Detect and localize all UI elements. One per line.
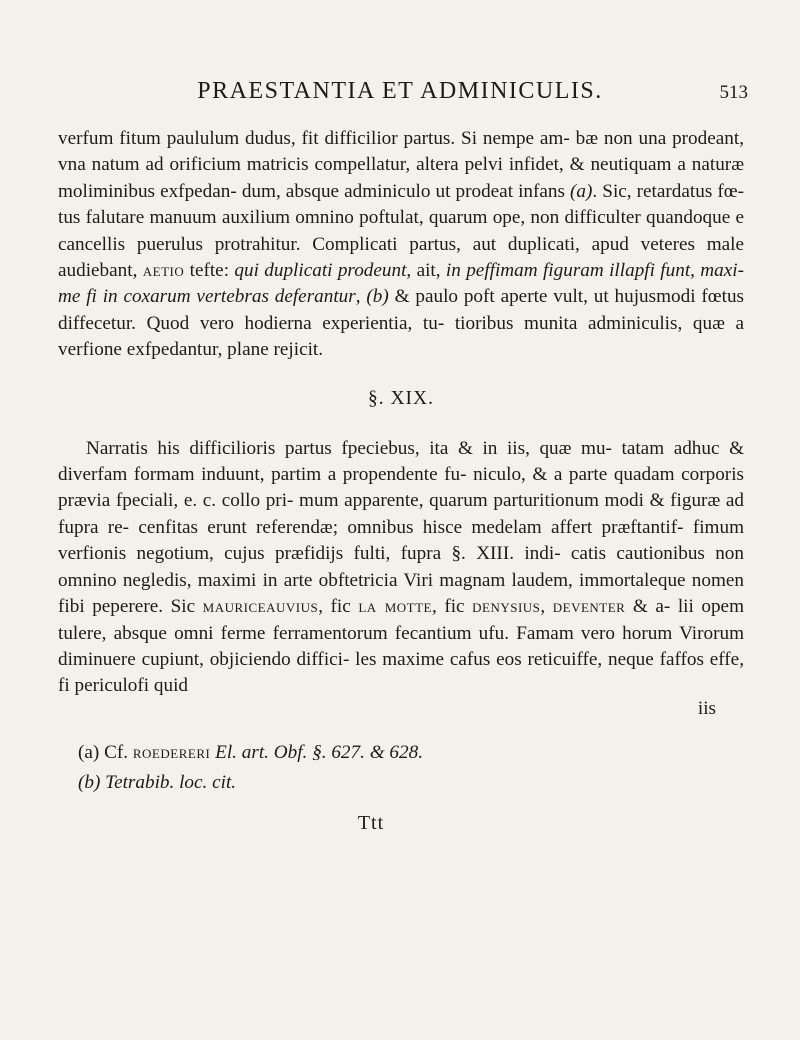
text-run: (b): [366, 286, 389, 308]
text-run: tefte:: [184, 260, 235, 282]
text-run: qui duplicati prodeunt: [234, 260, 407, 282]
text-run: deventer: [552, 596, 626, 618]
footnote-b: [78, 768, 744, 798]
text-run: ,: [355, 286, 367, 308]
text-run: ,: [540, 596, 553, 618]
paragraph-2: [58, 436, 744, 700]
page-header: [0, 78, 800, 118]
text-run: El. art. Obf. §. 627. & 628.: [210, 741, 423, 763]
text-run: in peffimam figuram illapfi funt, maxi- me fi in coxarum vertebras deferantur: [58, 260, 744, 308]
signature-mark: Ttt: [357, 811, 385, 834]
text-run: denysius: [472, 596, 541, 618]
section-heading: §. XIX.: [367, 387, 435, 409]
text-run: Narratis his difficilioris partus fpeciebus, ita & in iis, quæ mu- tatam adhuc & diverfam formam induunt, partim a propendente fu- niculo, & a parte quadam corporis prævia fpeciali, e. c. collo pri- mum apparente, quarum parturitionum modi & figuræ ad fupra re- cenfitas erunt referendæ; omnibus hisce medelam affert præftantif- fimum verfionis negotium, cujus præfidijs fulti, fupra §. XIII. indi- catis cautionibus non omnino negledis, maximi in arte obftetricia Viri magnam laudem, immortaleque nomen fibi peperere. Sic: [58, 437, 744, 618]
text-run: aetio: [142, 260, 185, 282]
text-run: roedereri: [132, 741, 211, 763]
running-title: PRAESTANTIA ET ADMINICULIS.: [197, 78, 603, 104]
text-run: , fic: [318, 596, 359, 618]
page-number: 513: [719, 82, 748, 103]
text-run: & a- lii opem tulere, absque omni ferme ferramentorum fecantium ufu. Famam vero horum Virorum diminuere cupiunt, objiciendo diffici- les maxime cafus eos reticuiffe, neque faffos effe, fi periculofi quid: [58, 596, 744, 697]
text-run: (a): [570, 180, 593, 202]
catchword: iis: [697, 697, 716, 719]
text-run: , fic: [431, 596, 473, 618]
text-run: verfum fitum paululum dudus, fit difficilior partus. Si nempe am- bæ non una prodeant, vna natum ad orificium matricis compellatur, altera pelvi infidet, & neutiquam a naturæ moliminibus exfpedan- dum, absque adminiculo ut prodeat infans: [58, 128, 744, 202]
text-run: . Sic, retardatus fœ- tus falutare manuum auxilium omnino poftulat, quarum ope, non difficulter quandoque e cancellis puerulus protrahitur. Complicati partus, aut duplicati, apud veteres male audiebant,: [58, 180, 744, 282]
text-run: , ait,: [406, 260, 446, 282]
text-run: (a) Cf.: [78, 741, 133, 763]
footnotes: [58, 738, 744, 798]
footnote-a: [78, 738, 744, 768]
text-run: la motte: [358, 596, 432, 618]
text-run: mauriceauvius: [202, 596, 319, 618]
text-run: (b) Tetrabib. loc. cit.: [78, 771, 237, 793]
text-run: & paulo poft aperte vult, ut hujusmodi fœtus diffecetur. Quod vero hodierna experientia, tu- tioribus munita adminiculis, quæ a verfione exfpedantur, plane rejicit.: [58, 286, 744, 361]
text-body: [58, 126, 744, 835]
paragraph-1: [58, 126, 744, 364]
